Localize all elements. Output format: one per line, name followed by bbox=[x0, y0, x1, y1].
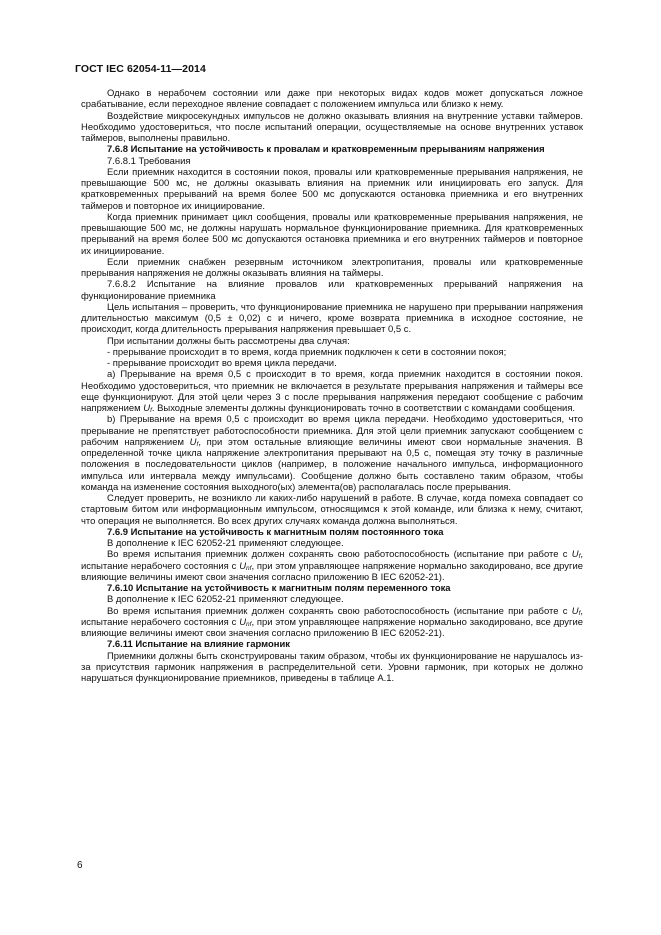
variable-subscript: f bbox=[578, 553, 581, 561]
subsection-heading bbox=[81, 279, 583, 302]
paragraph bbox=[81, 651, 583, 685]
paragraph-text: , при этом управляющее напряжение нормально закодировано, все другие влияющие величины имеют свои значения согласно приложению B IEC 62052-21). bbox=[81, 560, 583, 583]
variable-symbol: U bbox=[239, 560, 247, 572]
paragraph-text: Приемники должны быть сконструированы таким образом, чтобы их функционирование не нарушалось из-за присутствия гармоник напряжения в распределительной сети. Уровни гармоник, при которых не должно нарушаться функционирование приемников, приведены в таблице А.1. bbox=[81, 650, 583, 684]
page-number: 6 bbox=[77, 860, 83, 871]
subheading-text: 7.6.8.1 Требования bbox=[107, 155, 191, 167]
paragraph-text: В дополнение к IEC 62052-21 применяют следующее. bbox=[107, 538, 344, 549]
paragraph bbox=[81, 594, 583, 605]
paragraph-text: a) Прерывание на время 0,5 с происходит в то время, когда приемник находится в состоянии покоя. Необходимо удостовериться, что приемник не включается в результате прерывания напряжения и таймеры все еще функционируют. Для этой цели через 3 с после прерывания напряжения передают сообщение с рабочим напряжением bbox=[81, 369, 583, 414]
section-heading bbox=[81, 144, 583, 155]
paragraph bbox=[81, 167, 583, 212]
variable-symbol: U bbox=[143, 403, 151, 414]
variable-u bbox=[143, 403, 152, 414]
section-heading bbox=[81, 527, 583, 538]
variable-u bbox=[239, 617, 251, 628]
paragraph-text: Воздействие микросекундных импульсов не должно оказывать влияния на внутренние уставки таймеров. Необходимо удостовериться, что после испытаний операции, осуществляемые на основе внутренних уставок таймеров, выполнены правильно. bbox=[81, 110, 583, 144]
list-item bbox=[81, 358, 583, 369]
subheading-text: 7.6.8.2 Испытание на влияние провалов или кратковременных прерываний напряжения на функционирование приемника bbox=[81, 279, 583, 302]
paragraph-text: Следует проверить, не возникло ли каких-либо нарушений в работе. В случае, когда помеха совпадает со стартовым битом или информационным импульсом, относящимся к этой команде, или близка к нему, считают, что операция не выполняется. Во всех других случаях команда должна выполняться. bbox=[81, 493, 583, 527]
paragraph-text: Во время испытания приемник должен сохранять свою работоспособность (испытание при работе с bbox=[107, 605, 572, 617]
section-heading bbox=[81, 583, 583, 594]
variable-u bbox=[239, 561, 251, 572]
paragraph bbox=[81, 549, 583, 583]
paragraph-text: , испытание нерабочего состояния с bbox=[81, 605, 583, 628]
variable-symbol: U bbox=[239, 616, 247, 628]
list-item-text: - прерывание происходит в то время, когда приемник подключен к сети в состоянии покоя; bbox=[107, 346, 507, 358]
subsection-heading bbox=[81, 156, 583, 167]
paragraph-text: Если приемник снабжен резервным источником электропитания, провалы или кратковременные прерывания напряжения не должны оказывать влияния на таймеры. bbox=[81, 256, 583, 279]
paragraph-text: Если приемник находится в состоянии покоя, провалы или кратковременные прерывания напряжения, не превышающие 500 мс, не должны оказывать влияния на приемник или инициировать его запуск. Для кратковременных прерываний на время более 500 мс допускаются остановка приемника и его внутренних таймеров и повторное их инициирование. bbox=[81, 166, 583, 212]
variable-symbol: U bbox=[571, 605, 579, 617]
paragraph bbox=[81, 336, 583, 347]
paragraph bbox=[81, 493, 583, 527]
paragraph-text: . Выходные элементы должны функционировать точно в соответствии с командами сообщения. bbox=[151, 403, 576, 414]
variable-subscript: f bbox=[196, 440, 199, 448]
paragraph-text: Цель испытания – проверить, что функционирование приемника не нарушено при прерывании напряжения длительностью максимум (0,5 ± 0,02) с и ничего, кроме возврата приемника в исходное состояние, не происходит, когда длительность прерывания напряжения превышает 0,5 с. bbox=[81, 301, 583, 336]
paragraph-text: В дополнение к IEC 62052-21 применяют следующее. bbox=[107, 594, 344, 606]
paragraph-text: , при этом управляющее напряжение нормально закодировано, все другие влияющие величины имеют свои значения согласно приложению B IEC 62052-21). bbox=[81, 616, 583, 639]
heading-text: 7.6.8 Испытание на устойчивость к провалам и кратковременным прерываниям напряжения bbox=[107, 144, 545, 156]
heading-text: 7.6.9 Испытание на устойчивость к магнитным полям постоянного тока bbox=[107, 526, 444, 538]
variable-subscript: nf bbox=[246, 620, 252, 628]
paragraph bbox=[81, 257, 583, 280]
document-body bbox=[81, 88, 583, 684]
paragraph-text: Когда приемник принимает цикл сообщения, провалы или кратковременные прерывания напряжения, не превышающие 500 мс, не должны нарушать нормальное функционирование приемника. Для кратковременных прерываний на время более 500 мс допускаются остановка приемника и его внутренних таймеров и повторное их инициирование. bbox=[81, 211, 583, 257]
paragraph-text: , испытание нерабочего состояния с bbox=[81, 549, 583, 572]
heading-text: 7.6.10 Испытание на устойчивость к магнитным полям переменного тока bbox=[107, 583, 451, 594]
paragraph-text: , при этом остальные влияющие величины имеют свои нормальные значения. В определенной точке цикла напряжение электропитания прерывают на 0,5 с, помещая эту точку в различные положения в последовательности циклов (например, в положение начального импульса, информационного импульса или интервала между импульсами). Сообщение должно быть составлено таким образом, чтобы команда на изменение состояния выходного(ых) элемента(ов) располагалась после прерывания. bbox=[81, 436, 583, 493]
paragraph-text: b) Прерывание на время 0,5 с происходит во время цикла передачи. Необходимо удостовериться, что прерывание не препятствует работоспособности приемника. Для этой цели приемник запускают сообщением с рабочим напряжением bbox=[81, 414, 583, 448]
list-item bbox=[81, 347, 583, 358]
paragraph bbox=[81, 212, 583, 257]
paragraph bbox=[81, 538, 583, 549]
heading-text: 7.6.11 Испытание на влияние гармоник bbox=[107, 639, 290, 651]
paragraph bbox=[81, 606, 583, 640]
paragraph bbox=[81, 414, 583, 493]
paragraph bbox=[81, 88, 583, 111]
document-header: ГОСТ IEC 62054-11—2014 bbox=[75, 63, 206, 75]
paragraph bbox=[81, 111, 583, 145]
variable-subscript: nf bbox=[246, 564, 252, 572]
paragraph-text: Во время испытания приемник должен сохранять свою работоспособность (испытание при работе с bbox=[107, 549, 572, 561]
variable-subscript: f bbox=[578, 609, 581, 617]
section-heading bbox=[81, 639, 583, 650]
variable-symbol: U bbox=[571, 549, 579, 561]
variable-symbol: U bbox=[189, 436, 197, 448]
paragraph bbox=[81, 302, 583, 336]
paragraph-text: Однако в нерабочем состоянии или даже при некоторых видах кодов может допускаться ложное срабатывание, если переходное явление совпадает с положением импульса или близко к нему. bbox=[81, 88, 583, 111]
variable-subscript: f bbox=[150, 407, 152, 414]
list-item-text: - прерывание происходит во время цикла передачи. bbox=[107, 358, 337, 369]
paragraph bbox=[81, 369, 583, 414]
paragraph-text: При испытании должны быть рассмотрены два случая: bbox=[107, 335, 350, 347]
